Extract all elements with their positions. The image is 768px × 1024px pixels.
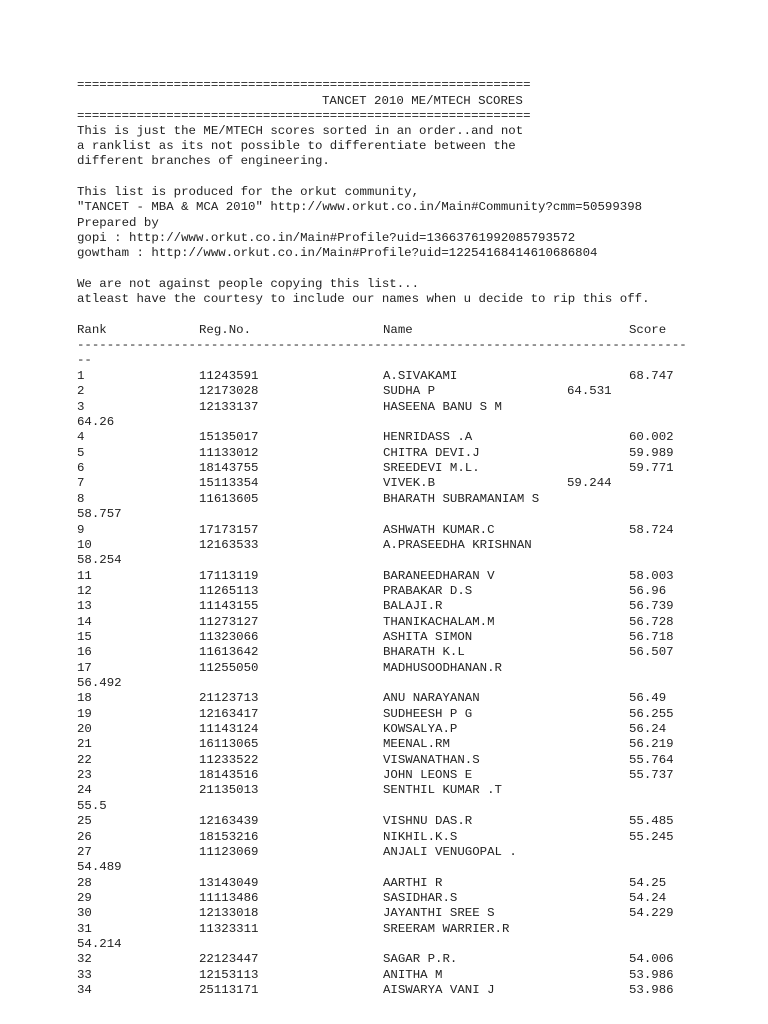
regno-cell: 18143516 <box>199 768 259 782</box>
header-rule-top: ============================================================= <box>77 78 531 92</box>
name-cell: ASHWATH KUMAR.C <box>383 523 495 537</box>
score-cell: 58.254 <box>77 553 122 567</box>
notice-line: atleast have the courtesy to include our names when u decide to rip this off. <box>77 292 650 306</box>
score-cell: 64.26 <box>77 415 115 429</box>
column-header-score: Score <box>629 323 667 337</box>
score-cell: 56.96 <box>629 584 667 598</box>
name-cell: BHARATH SUBRAMANIAM S <box>383 492 540 506</box>
table-divider: ---------------------------------------------------------------------------------- <box>77 338 687 352</box>
table-divider-wrap: -- <box>77 353 92 367</box>
score-cell: 56.507 <box>629 645 674 659</box>
regno-cell: 12163533 <box>199 538 259 552</box>
regno-cell: 11123069 <box>199 845 259 859</box>
name-cell: SENTHIL KUMAR .T <box>383 783 502 797</box>
name-cell: A.PRASEEDHA KRISHNAN <box>383 538 532 552</box>
regno-cell: 11613642 <box>199 645 259 659</box>
score-cell: 56.718 <box>629 630 674 644</box>
rank-cell: 20 <box>77 722 92 736</box>
score-cell: 53.986 <box>629 968 674 982</box>
regno-cell: 11613605 <box>199 492 259 506</box>
name-cell: SUDHA P <box>383 384 436 398</box>
column-header-name: Name <box>383 323 413 337</box>
name-cell: KOWSALYA.P <box>383 722 458 736</box>
rank-cell: 11 <box>77 569 92 583</box>
score-cell: 55.485 <box>629 814 674 828</box>
score-cell: 54.214 <box>77 937 122 951</box>
regno-cell: 11243591 <box>199 369 259 383</box>
score-cell: 54.489 <box>77 860 122 874</box>
regno-cell: 18153216 <box>199 830 259 844</box>
rank-cell: 21 <box>77 737 92 751</box>
credits-line: gowtham : http://www.orkut.co.in/Main#Profile?uid=12254168414610686804 <box>77 246 598 260</box>
regno-cell: 12133018 <box>199 906 259 920</box>
rank-cell: 13 <box>77 599 92 613</box>
regno-cell: 21123713 <box>199 691 259 705</box>
regno-cell: 11143155 <box>199 599 259 613</box>
regno-cell: 21135013 <box>199 783 259 797</box>
regno-cell: 13143049 <box>199 876 259 890</box>
regno-cell: 11133012 <box>199 446 259 460</box>
name-cell: VISHNU DAS.R <box>383 814 473 828</box>
rank-cell: 16 <box>77 645 92 659</box>
name-cell: THANIKACHALAM.M <box>383 615 495 629</box>
name-cell: ANJALI VENUGOPAL . <box>383 845 517 859</box>
score-cell: 55.737 <box>629 768 674 782</box>
regno-cell: 12173028 <box>199 384 259 398</box>
rank-cell: 15 <box>77 630 92 644</box>
regno-cell: 11273127 <box>199 615 259 629</box>
rank-cell: 1 <box>77 369 85 383</box>
rank-cell: 27 <box>77 845 92 859</box>
name-cell: HENRIDASS .A <box>383 430 473 444</box>
score-cell: 59.244 <box>567 476 612 490</box>
score-cell: 56.219 <box>629 737 674 751</box>
rank-cell: 32 <box>77 952 92 966</box>
score-cell: 58.757 <box>77 507 122 521</box>
credits-line: gopi : http://www.orkut.co.in/Main#Profile?uid=13663761992085793572 <box>77 231 576 245</box>
regno-cell: 15135017 <box>199 430 259 444</box>
rank-cell: 31 <box>77 922 92 936</box>
score-cell: 55.5 <box>77 799 107 813</box>
name-cell: BALAJI.R <box>383 599 443 613</box>
regno-cell: 17173157 <box>199 523 259 537</box>
score-cell: 58.724 <box>629 523 674 537</box>
regno-cell: 12163439 <box>199 814 259 828</box>
header-rule-bottom: ============================================================= <box>77 109 531 123</box>
rank-cell: 33 <box>77 968 92 982</box>
column-header-rank: Rank <box>77 323 107 337</box>
intro-line: This is just the ME/MTECH scores sorted in an order..and not <box>77 124 524 138</box>
score-cell: 55.764 <box>629 753 674 767</box>
name-cell: BHARATH K.L <box>383 645 465 659</box>
regno-cell: 25113171 <box>199 983 259 997</box>
regno-cell: 18143755 <box>199 461 259 475</box>
credits-line: This list is produced for the orkut community, <box>77 185 420 199</box>
score-cell: 59.989 <box>629 446 674 460</box>
rank-cell: 2 <box>77 384 85 398</box>
rank-cell: 23 <box>77 768 92 782</box>
rank-cell: 34 <box>77 983 92 997</box>
regno-cell: 17113119 <box>199 569 259 583</box>
rank-cell: 5 <box>77 446 85 460</box>
intro-line: a ranklist as its not possible to differentiate between the <box>77 139 516 153</box>
name-cell: SREEDEVI M.L. <box>383 461 480 475</box>
rank-cell: 7 <box>77 476 85 490</box>
rank-cell: 30 <box>77 906 92 920</box>
regno-cell: 11255050 <box>199 661 259 675</box>
score-cell: 58.003 <box>629 569 674 583</box>
rank-cell: 22 <box>77 753 92 767</box>
rank-cell: 9 <box>77 523 85 537</box>
regno-cell: 11323066 <box>199 630 259 644</box>
name-cell: SAGAR P.R. <box>383 952 458 966</box>
score-cell: 54.006 <box>629 952 674 966</box>
regno-cell: 11233522 <box>199 753 259 767</box>
rank-cell: 19 <box>77 707 92 721</box>
name-cell: MEENAL.RM <box>383 737 450 751</box>
regno-cell: 11323311 <box>199 922 259 936</box>
score-cell: 56.728 <box>629 615 674 629</box>
score-cell: 53.986 <box>629 983 674 997</box>
regno-cell: 22123447 <box>199 952 259 966</box>
name-cell: SREERAM WARRIER.R <box>383 922 510 936</box>
score-cell: 54.25 <box>629 876 667 890</box>
rank-cell: 14 <box>77 615 92 629</box>
rank-cell: 8 <box>77 492 85 506</box>
name-cell: JAYANTHI SREE S <box>383 906 495 920</box>
name-cell: BARANEEDHARAN V <box>383 569 495 583</box>
regno-cell: 12133137 <box>199 400 259 414</box>
score-cell: 56.24 <box>629 722 667 736</box>
name-cell: A.SIVAKAMI <box>383 369 458 383</box>
score-cell: 56.492 <box>77 676 122 690</box>
rank-cell: 18 <box>77 691 92 705</box>
regno-cell: 11113486 <box>199 891 259 905</box>
name-cell: VIVEK.B <box>383 476 436 490</box>
score-cell: 56.49 <box>629 691 667 705</box>
rank-cell: 6 <box>77 461 85 475</box>
column-header-regno: Reg.No. <box>199 323 252 337</box>
score-cell: 54.24 <box>629 891 667 905</box>
rank-cell: 26 <box>77 830 92 844</box>
score-cell: 55.245 <box>629 830 674 844</box>
score-cell: 64.531 <box>567 384 612 398</box>
score-cell: 59.771 <box>629 461 674 475</box>
regno-cell: 16113065 <box>199 737 259 751</box>
rank-cell: 3 <box>77 400 85 414</box>
name-cell: HASEENA BANU S M <box>383 400 502 414</box>
score-cell: 54.229 <box>629 906 674 920</box>
name-cell: ANITHA M <box>383 968 443 982</box>
score-cell: 56.739 <box>629 599 674 613</box>
intro-line: different branches of engineering. <box>77 154 330 168</box>
rank-cell: 17 <box>77 661 92 675</box>
notice-line: We are not against people copying this list... <box>77 277 420 291</box>
rank-cell: 25 <box>77 814 92 828</box>
name-cell: SASIDHAR.S <box>383 891 458 905</box>
regno-cell: 12153113 <box>199 968 259 982</box>
rank-cell: 12 <box>77 584 92 598</box>
regno-cell: 11265113 <box>199 584 259 598</box>
name-cell: NIKHIL.K.S <box>383 830 458 844</box>
name-cell: SUDHEESH P G <box>383 707 473 721</box>
rank-cell: 29 <box>77 891 92 905</box>
name-cell: VISWANATHAN.S <box>383 753 480 767</box>
document-title: TANCET 2010 ME/MTECH SCORES <box>322 94 523 108</box>
name-cell: JOHN LEONS E <box>383 768 473 782</box>
rank-cell: 24 <box>77 783 92 797</box>
regno-cell: 15113354 <box>199 476 259 490</box>
score-cell: 56.255 <box>629 707 674 721</box>
score-cell: 60.002 <box>629 430 674 444</box>
name-cell: PRABAKAR D.S <box>383 584 473 598</box>
credits-line: "TANCET - MBA & MCA 2010" http://www.orkut.co.in/Main#Community?cmm=50599398 <box>77 200 643 214</box>
credits-line: Prepared by <box>77 216 159 230</box>
name-cell: CHITRA DEVI.J <box>383 446 480 460</box>
name-cell: ANU NARAYANAN <box>383 691 480 705</box>
name-cell: AARTHI R <box>383 876 443 890</box>
name-cell: ASHITA SIMON <box>383 630 473 644</box>
name-cell: MADHUSOODHANAN.R <box>383 661 502 675</box>
rank-cell: 4 <box>77 430 85 444</box>
rank-cell: 28 <box>77 876 92 890</box>
name-cell: AISWARYA VANI J <box>383 983 495 997</box>
regno-cell: 12163417 <box>199 707 259 721</box>
score-cell: 68.747 <box>629 369 674 383</box>
rank-cell: 10 <box>77 538 92 552</box>
regno-cell: 11143124 <box>199 722 259 736</box>
